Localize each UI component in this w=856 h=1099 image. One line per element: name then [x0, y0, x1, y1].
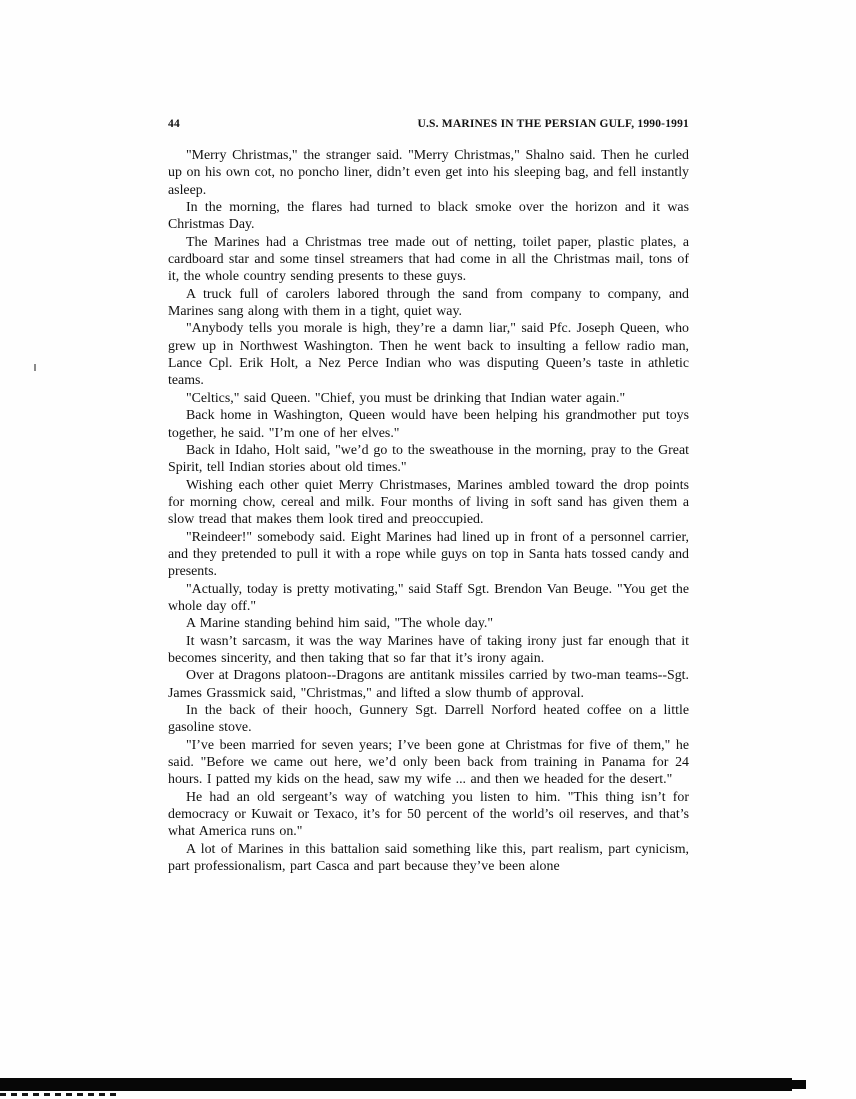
paragraph: "Celtics," said Queen. "Chief, you must be drinking that Indian water again.": [186, 390, 626, 406]
paragraph: In the back of their hooch, Gunnery Sgt. Darrell Norford heated coffee on a little gasoline stove.: [168, 703, 689, 736]
paragraph: "Reindeer!" somebody said. Eight Marines had lined up in front of a personnel carrier, and they pretended to pull it with a rope while guys on top in Santa hats tossed candy and presents.: [168, 529, 689, 580]
scan-artifact-dashes: [0, 1093, 120, 1096]
paragraph: Wishing each other quiet Merry Christmases, Marines ambled toward the drop points for morning chow, cereal and milk. Four months of living in soft sand has given them a slow tread that makes them look tired and preoccupied.: [168, 477, 689, 528]
page-body: [168, 147, 689, 875]
scan-speck: [34, 364, 36, 371]
paragraph: He had an old sergeant’s way of watching you listen to him. "This thing isn’t for democracy or Kuwait or Texaco, it’s for 50 percent of the world’s oil reserves, and that’s what America runs on.": [168, 789, 689, 840]
scan-artifact-bar-end: [792, 1080, 806, 1089]
paragraph: A lot of Marines in this battalion said something like this, part realism, part cynicism, part professionalism, part Casca and part because they’ve been alone: [168, 841, 689, 875]
paragraph: In the morning, the flares had turned to black smoke over the horizon and it was Christmas Day.: [168, 200, 689, 233]
paragraph: "I’ve been married for seven years; I’ve been gone at Christmas for five of them," he said. "Before we came out here, we’d only been back from training in Panama for 24 hours. I patted my kids on the head, saw my wife ... and then we headed for the desert.": [168, 737, 689, 788]
paragraph: The Marines had a Christmas tree made out of netting, toilet paper, plastic plates, a cardboard star and some tinsel streamers that had come in all the Christmas mail, tons of it, the whole country sending presents to these guys.: [168, 234, 689, 285]
paragraph: "Anybody tells you morale is high, they’re a damn liar," said Pfc. Joseph Queen, who grew up in Northwest Washington. Then he went back to insulting a fellow radio man, Lance Cpl. Erik Holt, a Nez Perce Indian who was disputing Queen’s taste in athletic teams.: [168, 321, 689, 389]
scan-artifact-bar: [0, 1078, 792, 1091]
paragraph: It wasn’t sarcasm, it was the way Marines have of taking irony just far enough that it becomes sincerity, and then taking that so far that it’s irony again.: [168, 633, 689, 666]
paragraph: Back in Idaho, Holt said, "we’d go to the sweathouse in the morning, pray to the Great Spirit, tell Indian stories about old times.": [168, 442, 689, 476]
paragraph: A truck full of carolers labored through the sand from company to company, and Marines sang along with them in a tight, quiet way.: [168, 286, 689, 320]
paragraph: "Actually, today is pretty motivating," said Staff Sgt. Brendon Van Beuge. "You get the whole day off.": [168, 581, 689, 614]
paragraph: "Merry Christmas," the stranger said. "Merry Christmas," Shalno said. Then he curled up on his own cot, no poncho liner, didn’t even get into his sleeping bag, and fell instantly asleep.: [168, 148, 689, 198]
paragraph: Over at Dragons platoon--Dragons are antitank missiles carried by two-man teams--Sgt. James Grassmick said, "Christmas," and lifted a slow thumb of approval.: [168, 668, 689, 701]
running-header: [168, 118, 689, 130]
running-title: U.S. MARINES IN THE PERSIAN GULF, 1990-1991: [417, 118, 689, 130]
paragraph: A Marine standing behind him said, "The whole day.": [186, 616, 494, 632]
page-number: 44: [168, 118, 180, 130]
paragraph: Back home in Washington, Queen would have been helping his grandmother put toys together, he said. "I’m one of her elves.": [168, 408, 689, 441]
